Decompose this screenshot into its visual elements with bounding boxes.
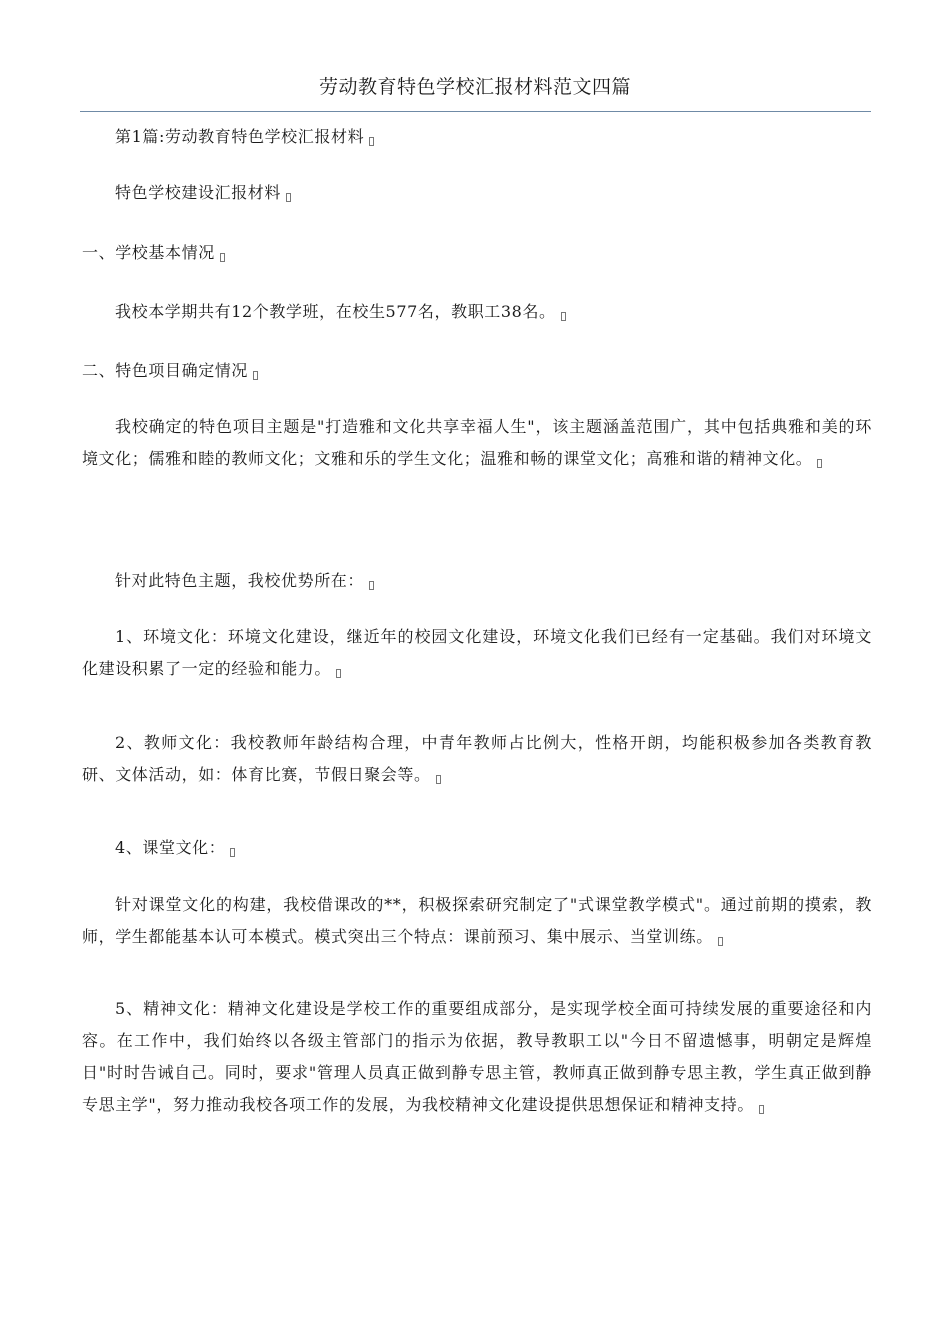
paragraph-mark-icon xyxy=(759,1105,764,1114)
paragraph-text: 针对此特色主题，我校优势所在： xyxy=(115,571,365,590)
paragraph-text: 我校确定的特色项目主题是"打造雅和文化共享幸福人生"，该主题涵盖范围广，其中包括典雅和美的环境文化；儒雅和睦的教师文化；文雅和乐的学生文化；温雅和畅的课堂文化；高雅和谐的精神文化。 xyxy=(82,417,872,468)
paragraph-mark-icon xyxy=(817,459,822,468)
paragraph-mark-icon xyxy=(286,193,291,202)
paragraph-text: 针对课堂文化的构建，我校借课改的**，积极探索研究制定了"式课堂教学模式"。通过前期的摸索，教师，学生都能基本认可本模式。模式突出三个特点：课前预习、集中展示、当堂训练。 xyxy=(82,895,872,946)
chapter-heading xyxy=(82,121,872,153)
document-title: 劳动教育特色学校汇报材料范文四篇 xyxy=(318,76,631,98)
paragraph-mark-icon xyxy=(561,312,566,321)
paragraph-spiritual-culture xyxy=(82,993,872,1121)
paragraph-text: 4、课堂文化： xyxy=(115,838,226,857)
paragraph-text: 2、教师文化：我校教师年龄结构合理，中青年教师占比例大，性格开朗，均能积极参加各类教育教研、文体活动，如：体育比赛，节假日聚会等。 xyxy=(82,733,872,784)
paragraph-teacher-culture xyxy=(82,727,872,791)
section-heading-feature-project xyxy=(82,355,872,387)
paragraph-mark-icon xyxy=(369,581,374,590)
report-subtitle-text: 特色学校建设汇报材料 xyxy=(115,183,282,202)
paragraph-advantages-intro xyxy=(82,565,872,597)
paragraph-mark-icon xyxy=(336,669,341,678)
paragraph-mark-icon xyxy=(718,937,723,946)
title-divider xyxy=(80,111,871,112)
paragraph-feature-theme xyxy=(82,411,872,475)
paragraph-mark-icon xyxy=(220,253,225,262)
paragraph-text: 我校本学期共有12个教学班，在校生577名，教职工38名。 xyxy=(115,302,556,321)
section-heading-text: 一、学校基本情况 xyxy=(82,243,215,262)
paragraph-basic-info xyxy=(82,296,872,328)
paragraph-environment-culture xyxy=(82,621,872,685)
paragraph-mark-icon xyxy=(436,775,441,784)
paragraph-mark-icon xyxy=(253,371,258,380)
chapter-heading-text: 第1篇:劳动教育特色学校汇报材料 xyxy=(115,127,365,146)
section-heading-basic-info xyxy=(82,237,872,269)
report-subtitle xyxy=(82,177,872,209)
paragraph-classroom-culture xyxy=(82,889,872,953)
section-heading-text: 二、特色项目确定情况 xyxy=(82,361,249,380)
paragraph-mark-icon xyxy=(369,137,374,146)
paragraph-classroom-culture-heading xyxy=(82,832,872,864)
paragraph-text: 5、精神文化：精神文化建设是学校工作的重要组成部分，是实现学校全面可持续发展的重要途径和内容。在工作中，我们始终以各级主管部门的指示为依据，教导教职工以"今日不留遗憾事，明朝定是辉煌日"时时告诫自己。同时，要求"管理人员真正做到静专思主管，教师真正做到静专思主教，学生真正做到静专思主学"，努力推动我校各项工作的发展，为我校精神文化建设提供思想保证和精神支持。 xyxy=(82,999,872,1114)
paragraph-mark-icon xyxy=(230,848,235,857)
paragraph-text: 1、环境文化：环境文化建设，继近年的校园文化建设，环境文化我们已经有一定基础。我们对环境文化建设积累了一定的经验和能力。 xyxy=(82,627,872,678)
